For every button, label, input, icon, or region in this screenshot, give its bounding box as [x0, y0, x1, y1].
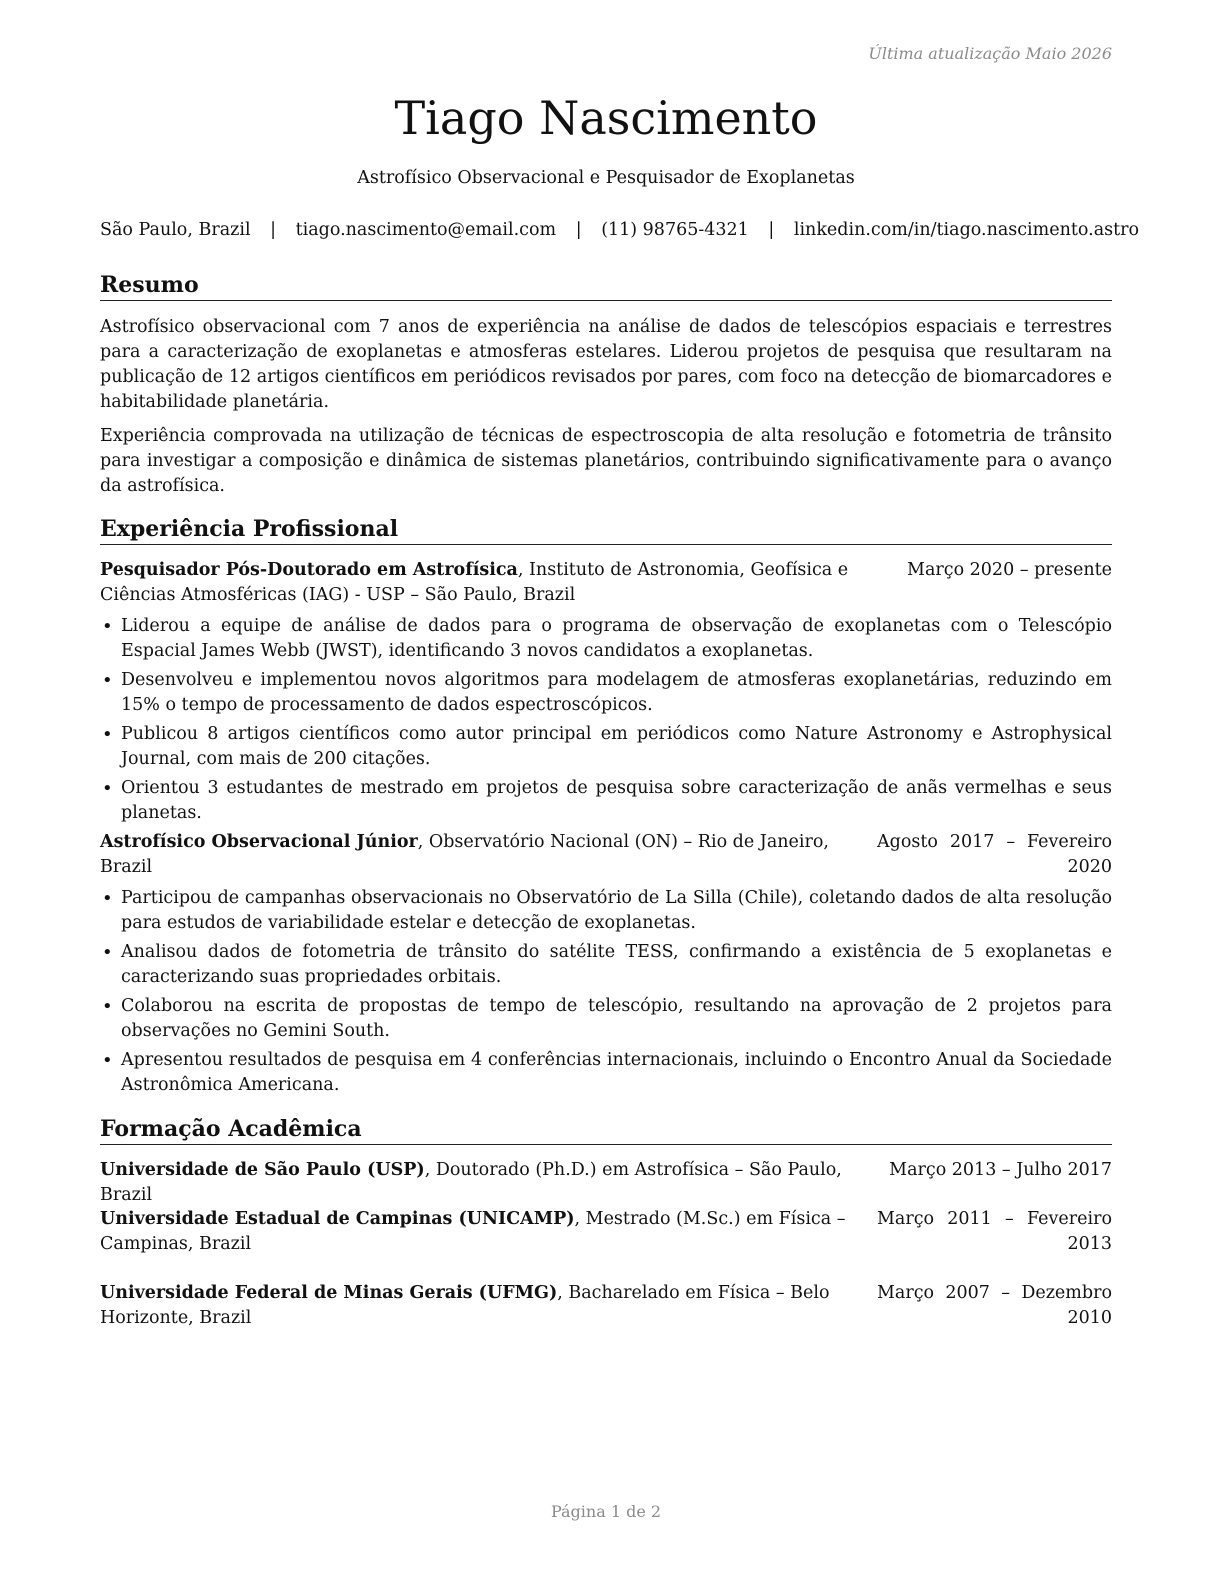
education-entry — [100, 1207, 1112, 1257]
job-entry — [100, 830, 1112, 1102]
education-heading — [100, 1158, 869, 1208]
education-entry — [100, 1158, 1112, 1208]
job-entry — [100, 558, 1112, 830]
list-item: • Participou de campanhas observacionais no Observatório de La Silla (Chile), coletando dados de alta resolução para estudos de variabilidade estelar e detecção de exoplanetas. — [100, 886, 1112, 936]
page-number: Página 1 de 2 — [550, 1502, 662, 1521]
education-school: Universidade Estadual de Campinas (UNICAMP) — [100, 1209, 575, 1229]
contact-linkedin[interactable]: linkedin.com/in/tiago.nascimento.astro — [793, 220, 1140, 240]
contact-email[interactable]: tiago.nascimento@email.com — [295, 220, 557, 240]
list-item: • Desenvolveu e implementou novos algoritmos para modelagem de atmosferas exoplanetárias, reduzindo em 15% o tempo de processamento de dados espectroscópicos. — [100, 668, 1112, 718]
candidate-name: Tiago Nascimento — [394, 91, 818, 145]
job-heading — [100, 558, 887, 608]
resume-page — [100, 0, 1140, 1584]
list-item: • Liderou a equipe de análise de dados para o programa de observação de exoplanetas com o Telescópio Espacial James Webb (JWST), identificando 3 novos candidatos a exoplanetas. — [100, 614, 1112, 664]
education-dates: Março 2011 – Fevereiro 2013 — [877, 1209, 1112, 1254]
education-school: Universidade Federal de Minas Gerais (UFMG) — [100, 1283, 558, 1303]
last-updated: Última atualização Maio 2026 — [868, 44, 1112, 63]
education-heading — [100, 1207, 857, 1257]
contact-separator: | — [270, 220, 277, 240]
job-heading — [100, 830, 857, 880]
section-title-education: Formação Acadêmica — [100, 1114, 1112, 1145]
contact-separator: | — [768, 220, 775, 240]
job-bullets — [100, 886, 1112, 1098]
job-role: Astrofísico Observacional Júnior — [100, 832, 418, 852]
job-org: , Observatório Nacional (ON) – Rio de Janeiro, Brazil — [100, 832, 829, 877]
job-bullets — [100, 614, 1112, 826]
education-school: Universidade de São Paulo (USP) — [100, 1160, 425, 1180]
education-heading — [100, 1281, 857, 1331]
education-dates: Março 2013 – Julho 2017 — [889, 1160, 1112, 1180]
list-item: • Apresentou resultados de pesquisa em 4 conferências internacionais, incluindo o Encontro Anual da Sociedade Astronômica Americana. — [100, 1048, 1112, 1098]
list-item: • Publicou 8 artigos científicos como autor principal em periódicos como Nature Astronomy e Astrophysical Journal, com mais de 200 citações. — [100, 722, 1112, 772]
job-dates: Março 2020 – presente — [907, 560, 1112, 580]
education-degree: , Bacharelado em Física – Belo Horizonte, Brazil — [100, 1283, 830, 1328]
education-entry — [100, 1281, 1112, 1331]
contact-line — [100, 220, 1140, 240]
education-degree: , Doutorado (Ph.D.) em Astrofísica – São Paulo, Brazil — [100, 1160, 842, 1205]
summary-paragraph: Astrofísico observacional com 7 anos de experiência na análise de dados de telescópios espaciais e terrestres para a caracterização de exoplanetas e atmosferas estelares. Liderou projetos de pesquisa que resultaram na publicação de 12 artigos científicos em periódicos revisados por pares, com foco na detecção de biomarcadores e habitabilidade planetária. — [100, 317, 1112, 412]
job-role: Pesquisador Pós-Doutorado em Astrofísica — [100, 560, 518, 580]
job-org: , Instituto de Astronomia, Geofísica e Ciências Atmosféricas (IAG) - USP – São Paulo, Brazil — [100, 560, 849, 605]
list-item: • Colaborou na escrita de propostas de tempo de telescópio, resultando na aprovação de 2 projetos para observações no Gemini South. — [100, 994, 1112, 1044]
list-item: • Analisou dados de fotometria de trânsito do satélite TESS, confirmando a existência de 5 exoplanetas e caracterizando suas propriedades orbitais. — [100, 940, 1112, 990]
section-title-experience: Experiência Profissional — [100, 514, 1112, 545]
contact-location: São Paulo, Brazil — [100, 220, 251, 240]
candidate-subtitle: Astrofísico Observacional e Pesquisador de Exoplanetas — [357, 168, 855, 188]
education-degree: , Mestrado (M.Sc.) em Física – Campinas, Brazil — [100, 1209, 846, 1254]
contact-phone: (11) 98765-4321 — [601, 220, 749, 240]
contact-separator: | — [575, 220, 582, 240]
summary-paragraph: Experiência comprovada na utilização de técnicas de espectroscopia de alta resolução e fotometria de trânsito para investigar a composição e dinâmica de sistemas planetários, contribuindo significativamente para o avanço da astrofísica. — [100, 426, 1112, 496]
education-dates: Março 2007 – Dezembro 2010 — [877, 1283, 1112, 1328]
job-dates: Agosto 2017 – Fevereiro 2020 — [877, 832, 1112, 877]
list-item: • Orientou 3 estudantes de mestrado em projetos de pesquisa sobre caracterização de anãs vermelhas e seus planetas. — [100, 776, 1112, 826]
section-title-summary: Resumo — [100, 270, 1112, 301]
